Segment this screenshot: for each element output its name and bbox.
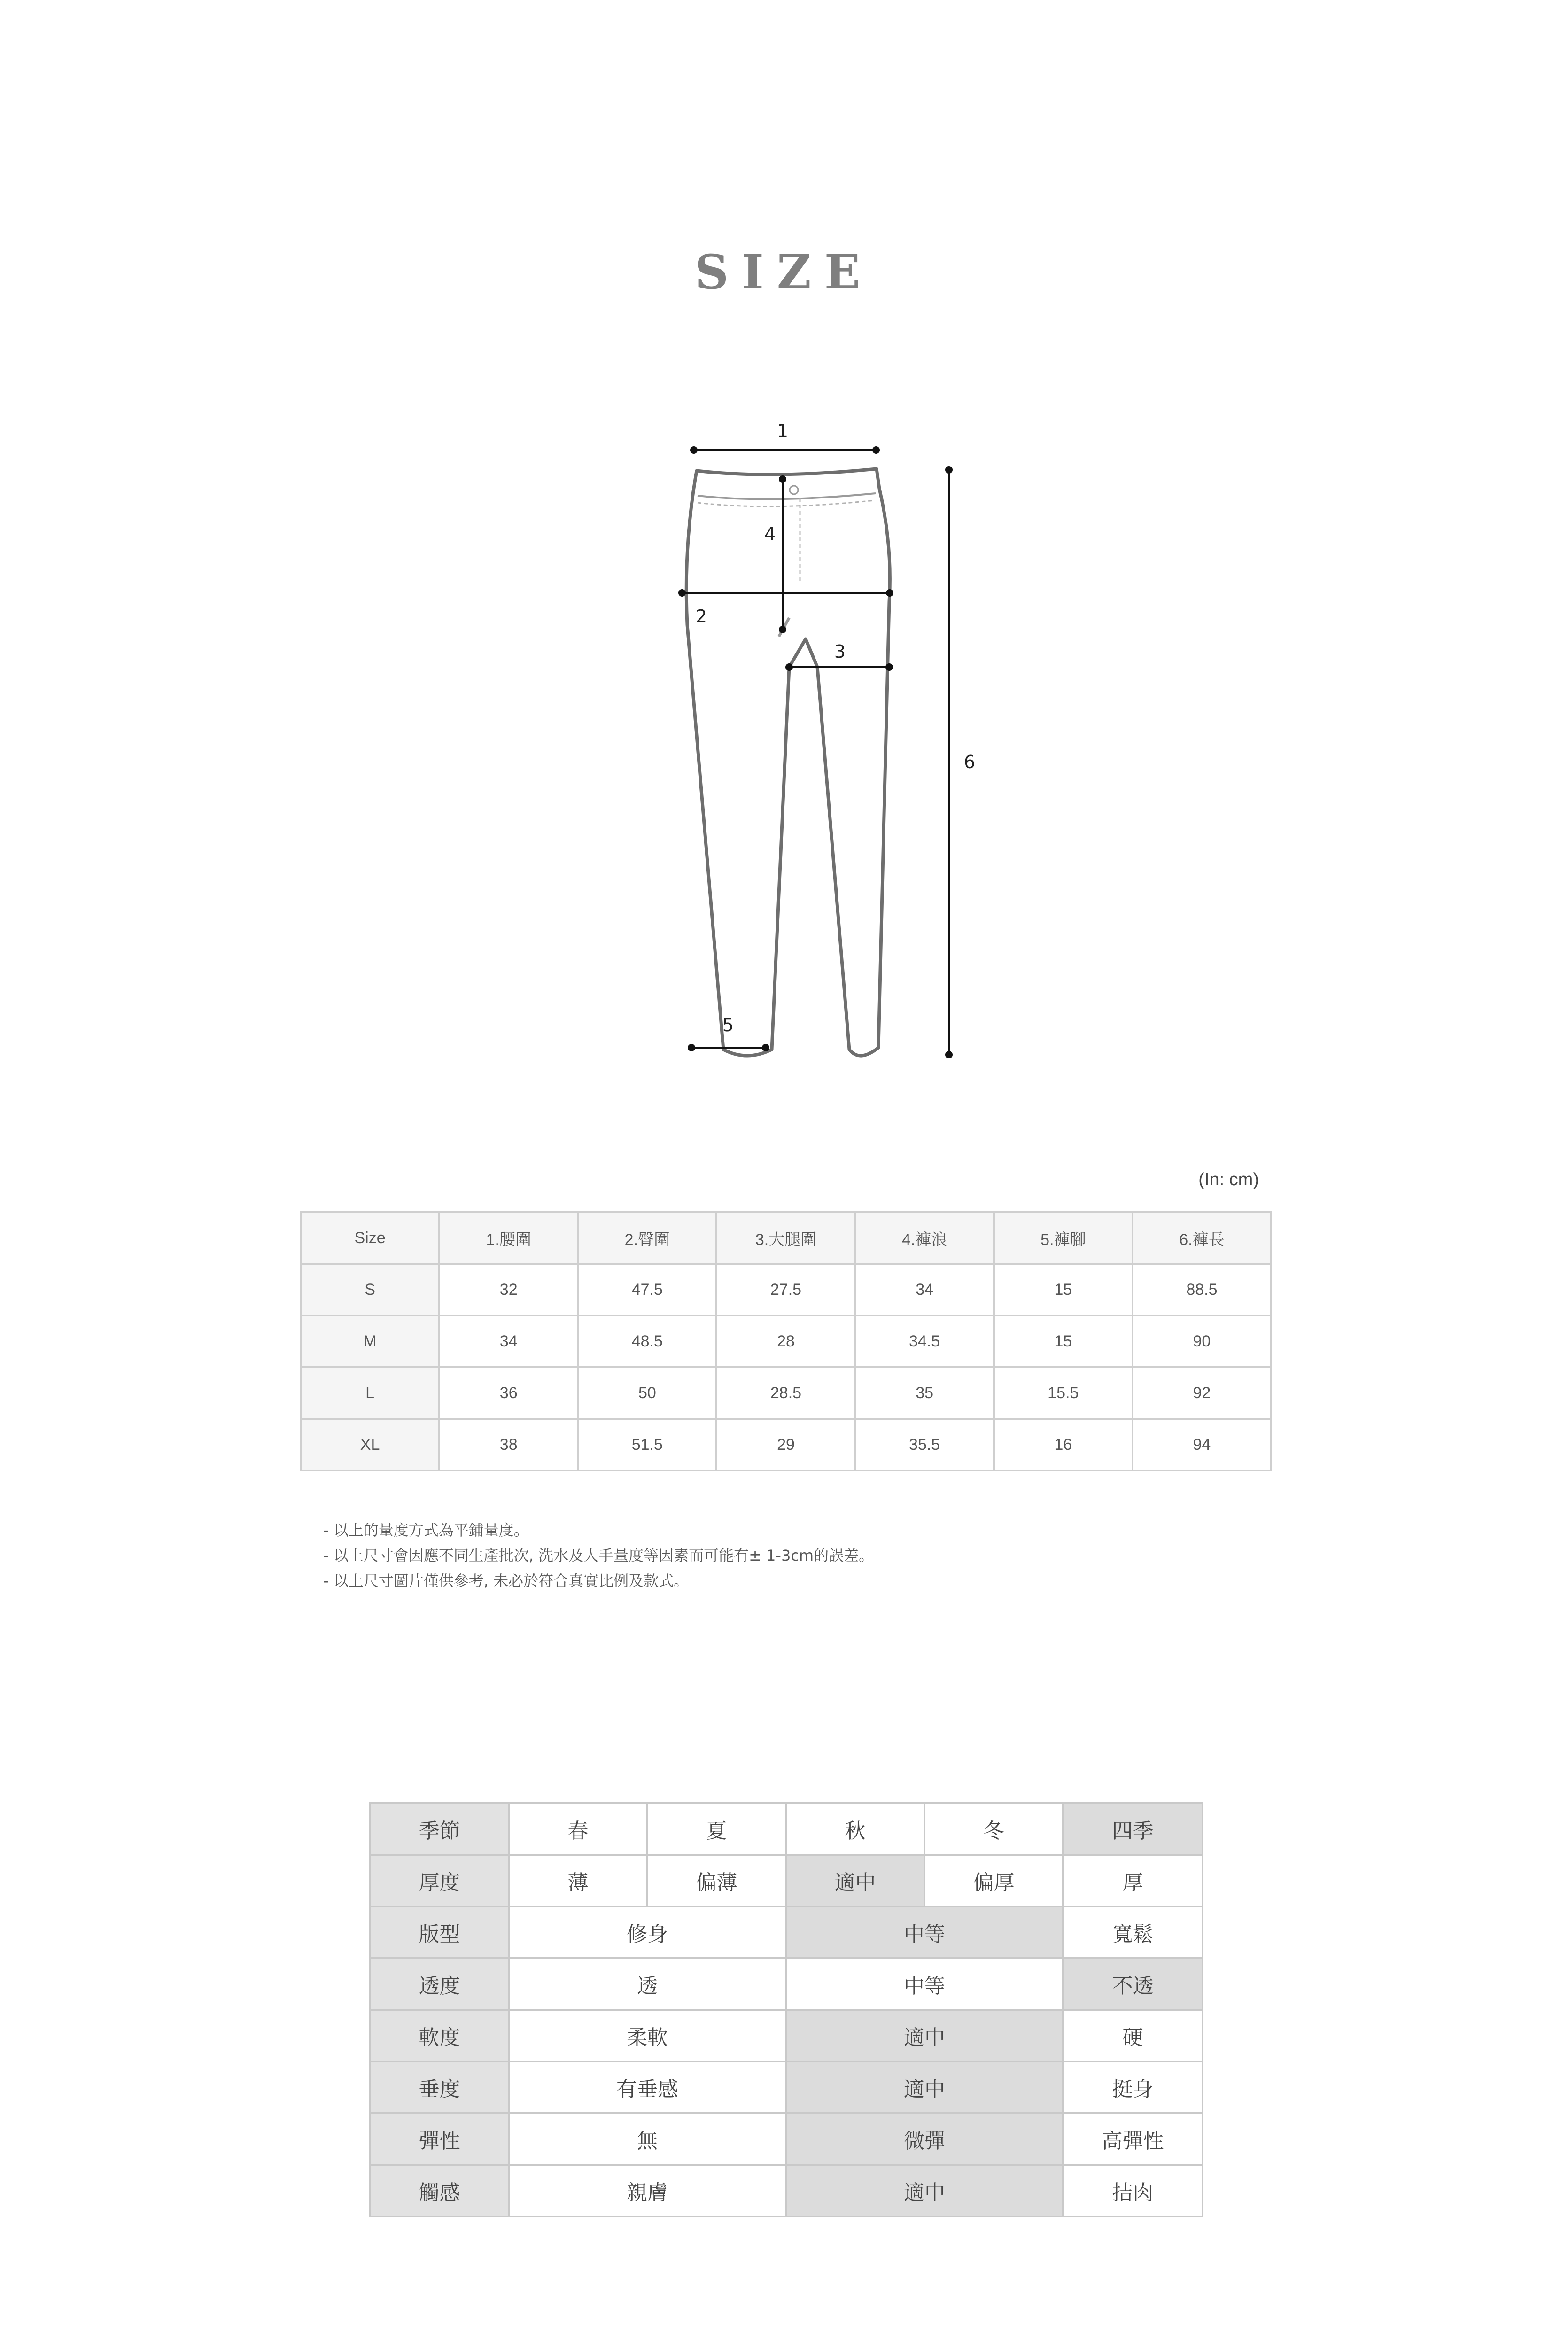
table-row [301,1264,1271,1315]
row-label: 版型 [370,1906,509,1958]
option-cell-selected: 適中 [786,1855,924,1906]
value-cell: 48.5 [578,1315,716,1367]
option-cell: 挺身 [1063,2061,1203,2113]
header-cell: 5.褲腳 [994,1212,1133,1264]
option-cell: 中等 [786,1958,1063,2010]
value-cell: 34 [439,1315,578,1367]
value-cell: 38 [439,1419,578,1470]
row-label: 透度 [370,1958,509,2010]
waistband-line [698,493,876,499]
option-cell-selected: 中等 [786,1906,1063,1958]
row-label: 觸感 [370,2165,509,2217]
header-cell: 2.臀圍 [578,1212,716,1264]
option-cell: 春 [509,1803,647,1855]
header-cell: 4.褲浪 [855,1212,994,1264]
option-cell-selected: 四季 [1063,1803,1203,1855]
measure-label-6: 6 [963,752,976,772]
value-cell: 32 [439,1264,578,1315]
value-cell: 29 [716,1419,855,1470]
feel-row-touch [370,2165,1203,2217]
value-cell: 28.5 [716,1367,855,1419]
option-cell: 親膚 [509,2165,786,2217]
option-cell: 拮肉 [1063,2165,1203,2217]
value-cell: 51.5 [578,1419,716,1470]
header-cell: 1.腰圍 [439,1212,578,1264]
feel-row-drape [370,2061,1203,2113]
row-label: 厚度 [370,1855,509,1906]
option-cell: 秋 [786,1803,924,1855]
value-cell: 88.5 [1133,1264,1271,1315]
option-cell: 透 [509,1958,786,2010]
value-cell: 36 [439,1367,578,1419]
table-row [301,1419,1271,1470]
option-cell: 高彈性 [1063,2113,1203,2165]
row-label: 垂度 [370,2061,509,2113]
button-icon [790,486,798,494]
pants-outline [686,469,890,1056]
value-cell: 15.5 [994,1367,1133,1419]
size-table [300,1211,1272,1471]
value-cell: 28 [716,1315,855,1367]
note-line: - 以上尺寸圖片僅供參考, 未必於符合真實比例及款式。 [323,1572,689,1590]
value-cell: 90 [1133,1315,1271,1367]
option-cell: 無 [509,2113,786,2165]
table-row [301,1315,1271,1367]
value-cell: 35.5 [855,1419,994,1470]
note-line: - 以上尺寸會因應不同生產批次, 洗水及人手量度等因素而可能有± 1-3cm的誤差。 [323,1547,874,1564]
option-cell: 偏薄 [647,1855,786,1906]
option-cell-selected: 適中 [786,2061,1063,2113]
measure-label-1: 1 [776,420,789,441]
option-cell: 薄 [509,1855,647,1906]
size-cell: S [301,1264,439,1315]
value-cell: 34 [855,1264,994,1315]
value-cell: 34.5 [855,1315,994,1367]
fabric-feel-table [369,1802,1203,2217]
value-cell: 47.5 [578,1264,716,1315]
header-cell: 6.褲長 [1133,1212,1271,1264]
option-cell: 冬 [924,1803,1063,1855]
feel-row-transparency [370,1958,1203,2010]
waistband-stitch [698,500,875,506]
measure-label-3: 3 [834,641,846,662]
measure-label-4: 4 [764,524,776,544]
value-cell: 27.5 [716,1264,855,1315]
feel-row-elasticity [370,2113,1203,2165]
option-cell-selected: 適中 [786,2010,1063,2061]
value-cell: 16 [994,1419,1133,1470]
feel-row-season [370,1803,1203,1855]
measurement-notes [323,1517,874,1594]
feel-row-thickness [370,1855,1203,1906]
value-cell: 15 [994,1315,1133,1367]
option-cell: 柔軟 [509,2010,786,2061]
unit-note: (In: cm) [1198,1170,1259,1190]
option-cell: 硬 [1063,2010,1203,2061]
option-cell: 厚 [1063,1855,1203,1906]
row-label: 軟度 [370,2010,509,2061]
feel-row-fit [370,1906,1203,1958]
row-label: 季節 [370,1803,509,1855]
measure-label-5: 5 [722,1015,734,1035]
option-cell-selected: 微彈 [786,2113,1063,2165]
value-cell: 50 [578,1367,716,1419]
note-line: - 以上的量度方式為平鋪量度。 [323,1521,529,1539]
header-cell: 3.大腿圍 [716,1212,855,1264]
feel-row-softness [370,2010,1203,2061]
option-cell-selected: 適中 [786,2165,1063,2217]
value-cell: 92 [1133,1367,1271,1419]
option-cell: 寬鬆 [1063,1906,1203,1958]
value-cell: 94 [1133,1419,1271,1470]
option-cell: 夏 [647,1803,786,1855]
measure-label-2: 2 [695,606,707,627]
value-cell: 35 [855,1367,994,1419]
row-label: 彈性 [370,2113,509,2165]
table-row [301,1367,1271,1419]
size-cell: M [301,1315,439,1367]
size-cell: XL [301,1419,439,1470]
size-table-header [301,1212,1271,1264]
option-cell: 修身 [509,1906,786,1958]
pants-diagram [648,404,996,1071]
option-cell-selected: 不透 [1063,1958,1203,2010]
header-cell: Size [301,1212,439,1264]
value-cell: 15 [994,1264,1133,1315]
option-cell: 有垂感 [509,2061,786,2113]
page-title: SIZE [694,244,874,300]
option-cell: 偏厚 [924,1855,1063,1906]
size-cell: L [301,1367,439,1419]
